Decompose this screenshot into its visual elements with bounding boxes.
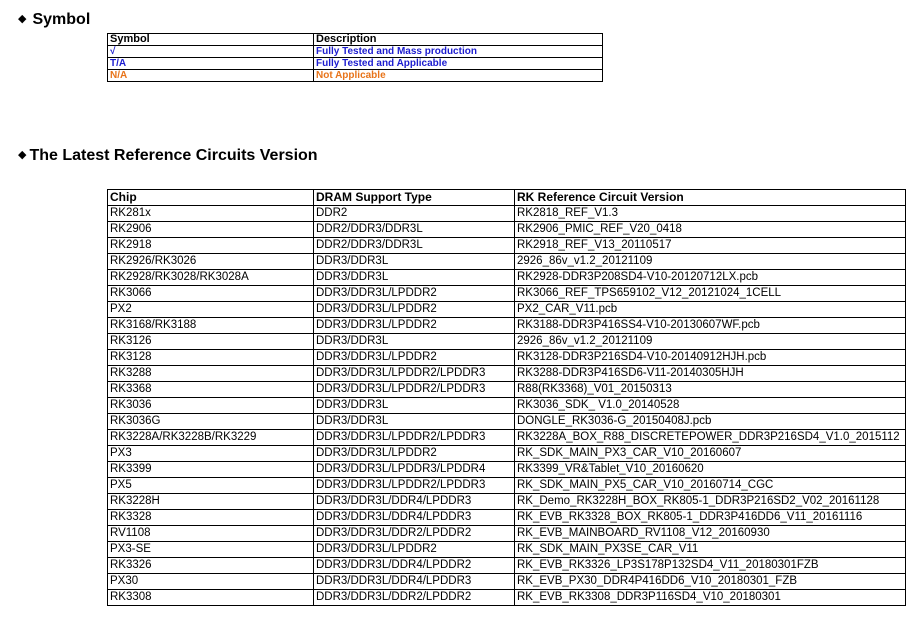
circuit-version-cell: RK2906_PMIC_REF_V20_0418 bbox=[515, 222, 906, 238]
dram-type-cell: DDR2/DDR3/DDR3L bbox=[314, 238, 515, 254]
circuit-version-cell: RK3288-DDR3P416SD6-V11-20140305HJH bbox=[515, 366, 906, 382]
table-row bbox=[108, 270, 906, 286]
chip-cell: RK3036G bbox=[108, 414, 314, 430]
table-row bbox=[108, 510, 906, 526]
reference-heading bbox=[18, 145, 318, 166]
table-row bbox=[108, 366, 906, 382]
dram-type-cell: DDR3/DDR3L/DDR2/LPDDR2 bbox=[314, 526, 515, 542]
table-row bbox=[108, 350, 906, 366]
chip-cell: RK3326 bbox=[108, 558, 314, 574]
circuit-version-cell: RK_SDK_MAIN_PX3_CAR_V10_20160607 bbox=[515, 446, 906, 462]
circuit-version-cell: RK3066_REF_TPS659102_V12_20121024_1CELL bbox=[515, 286, 906, 302]
dram-type-cell: DDR3/DDR3L bbox=[314, 334, 515, 350]
chip-cell: RK3128 bbox=[108, 350, 314, 366]
table-row bbox=[108, 70, 603, 82]
circuit-version-cell: RK2918_REF_V13_20110517 bbox=[515, 238, 906, 254]
circuit-version-cell: RK_SDK_MAIN_PX3SE_CAR_V11 bbox=[515, 542, 906, 558]
circuit-version-cell: RK_EVB_PX30_DDR4P416DD6_V10_20180301_FZB bbox=[515, 574, 906, 590]
table-row bbox=[108, 430, 906, 446]
circuit-version-cell: RK2928-DDR3P208SD4-V10-20120712LX.pcb bbox=[515, 270, 906, 286]
dram-type-cell: DDR3/DDR3L bbox=[314, 270, 515, 286]
chip-cell: PX5 bbox=[108, 478, 314, 494]
table-row bbox=[108, 414, 906, 430]
chip-cell: RK2906 bbox=[108, 222, 314, 238]
reference-table-header-row bbox=[108, 190, 906, 206]
description-column-header: Description bbox=[314, 34, 603, 46]
dram-type-cell: DDR3/DDR3L/LPDDR2 bbox=[314, 542, 515, 558]
chip-cell: PX2 bbox=[108, 302, 314, 318]
chip-cell: RK2926/RK3026 bbox=[108, 254, 314, 270]
version-column-header: RK Reference Circuit Version bbox=[515, 190, 906, 206]
chip-cell: RK3288 bbox=[108, 366, 314, 382]
dram-column-header: DRAM Support Type bbox=[314, 190, 515, 206]
circuit-version-cell: RK_EVB_MAINBOARD_RV1108_V12_20160930 bbox=[515, 526, 906, 542]
diamond-bullet-icon: ◆ bbox=[18, 13, 27, 25]
table-row bbox=[108, 238, 906, 254]
table-row bbox=[108, 302, 906, 318]
dram-type-cell: DDR3/DDR3L/LPDDR2 bbox=[314, 446, 515, 462]
dram-type-cell: DDR3/DDR3L/DDR4/LPDDR3 bbox=[314, 494, 515, 510]
chip-cell: RK3126 bbox=[108, 334, 314, 350]
table-row bbox=[108, 542, 906, 558]
table-row bbox=[108, 526, 906, 542]
circuit-version-cell: RK3036_SDK_ V1.0_20140528 bbox=[515, 398, 906, 414]
chip-cell: RK3228H bbox=[108, 494, 314, 510]
circuit-version-cell: RK2818_REF_V1.3 bbox=[515, 206, 906, 222]
dram-type-cell: DDR3/DDR3L/LPDDR2 bbox=[314, 286, 515, 302]
chip-cell: RK3368 bbox=[108, 382, 314, 398]
diamond-bullet-icon: ◆ bbox=[18, 149, 27, 161]
dram-type-cell: DDR3/DDR3L bbox=[314, 398, 515, 414]
chip-cell: RK3036 bbox=[108, 398, 314, 414]
symbol-column-header: Symbol bbox=[108, 34, 314, 46]
symbol-table bbox=[107, 33, 603, 82]
dram-type-cell: DDR3/DDR3L/DDR4/LPDDR3 bbox=[314, 574, 515, 590]
chip-cell: PX30 bbox=[108, 574, 314, 590]
chip-cell: RK281x bbox=[108, 206, 314, 222]
description-cell: Fully Tested and Mass production bbox=[314, 46, 603, 58]
chip-cell: RK3308 bbox=[108, 590, 314, 606]
circuit-version-cell: RK_EVB_RK3308_DDR3P116SD4_V10_20180301 bbox=[515, 590, 906, 606]
dram-type-cell: DDR3/DDR3L/LPDDR2/LPDDR3 bbox=[314, 478, 515, 494]
chip-cell: RK2918 bbox=[108, 238, 314, 254]
reference-title: The Latest Reference Circuits Version bbox=[29, 147, 318, 164]
circuit-version-cell: PX2_CAR_V11.pcb bbox=[515, 302, 906, 318]
table-row bbox=[108, 58, 603, 70]
dram-type-cell: DDR3/DDR3L bbox=[314, 414, 515, 430]
chip-cell: RK2928/RK3028/RK3028A bbox=[108, 270, 314, 286]
symbol-cell: T/A bbox=[108, 58, 314, 70]
circuit-version-cell: RK_EVB_RK3328_BOX_RK805-1_DDR3P416DD6_V11_20161116 bbox=[515, 510, 906, 526]
reference-circuit-table bbox=[107, 189, 906, 606]
symbol-cell: N/A bbox=[108, 70, 314, 82]
circuit-version-cell: 2926_86v_v1.2_20121109 bbox=[515, 334, 906, 350]
table-row bbox=[108, 222, 906, 238]
circuit-version-cell: DONGLE_RK3036-G_20150408J.pcb bbox=[515, 414, 906, 430]
chip-cell: RK3328 bbox=[108, 510, 314, 526]
dram-type-cell: DDR3/DDR3L/LPDDR2 bbox=[314, 302, 515, 318]
circuit-version-cell: R88(RK3368)_V01_20150313 bbox=[515, 382, 906, 398]
table-row bbox=[108, 254, 906, 270]
circuit-version-cell: RK3188-DDR3P416SS4-V10-20130607WF.pcb bbox=[515, 318, 906, 334]
dram-type-cell: DDR3/DDR3L/LPDDR2/LPDDR3 bbox=[314, 430, 515, 446]
symbol-cell: √ bbox=[108, 46, 314, 58]
chip-column-header: Chip bbox=[108, 190, 314, 206]
table-row bbox=[108, 558, 906, 574]
dram-type-cell: DDR3/DDR3L/LPDDR2/LPDDR3 bbox=[314, 382, 515, 398]
table-row bbox=[108, 494, 906, 510]
table-row bbox=[108, 206, 906, 222]
table-row bbox=[108, 46, 603, 58]
circuit-version-cell: RK3399_VR&Tablet_V10_20160620 bbox=[515, 462, 906, 478]
table-row bbox=[108, 398, 906, 414]
table-row bbox=[108, 446, 906, 462]
table-row bbox=[108, 318, 906, 334]
table-row bbox=[108, 574, 906, 590]
symbol-heading bbox=[18, 9, 90, 30]
chip-cell: PX3-SE bbox=[108, 542, 314, 558]
symbol-title: Symbol bbox=[32, 11, 91, 28]
chip-cell: RK3066 bbox=[108, 286, 314, 302]
dram-type-cell: DDR3/DDR3L/DDR4/LPDDR3 bbox=[314, 510, 515, 526]
dram-type-cell: DDR3/DDR3L/LPDDR2 bbox=[314, 350, 515, 366]
table-row bbox=[108, 382, 906, 398]
chip-cell: RV1108 bbox=[108, 526, 314, 542]
table-row bbox=[108, 334, 906, 350]
dram-type-cell: DDR3/DDR3L/LPDDR3/LPDDR4 bbox=[314, 462, 515, 478]
table-row bbox=[108, 478, 906, 494]
circuit-version-cell: RK3228A_BOX_R88_DISCRETEPOWER_DDR3P216SD4_V1.0_2015112 bbox=[515, 430, 906, 446]
dram-type-cell: DDR2 bbox=[314, 206, 515, 222]
chip-cell: RK3399 bbox=[108, 462, 314, 478]
description-cell: Not Applicable bbox=[314, 70, 603, 82]
dram-type-cell: DDR3/DDR3L/DDR4/LPDDR2 bbox=[314, 558, 515, 574]
symbol-table-header-row bbox=[108, 34, 603, 46]
circuit-version-cell: RK_SDK_MAIN_PX5_CAR_V10_20160714_CGC bbox=[515, 478, 906, 494]
dram-type-cell: DDR3/DDR3L/LPDDR2/LPDDR3 bbox=[314, 366, 515, 382]
dram-type-cell: DDR3/DDR3L bbox=[314, 254, 515, 270]
circuit-version-cell: RK_EVB_RK3326_LP3S178P132SD4_V11_20180301FZB bbox=[515, 558, 906, 574]
circuit-version-cell: RK_Demo_RK3228H_BOX_RK805-1_DDR3P216SD2_V02_20161128 bbox=[515, 494, 906, 510]
table-row bbox=[108, 462, 906, 478]
circuit-version-cell: RK3128-DDR3P216SD4-V10-20140912HJH.pcb bbox=[515, 350, 906, 366]
chip-cell: RK3228A/RK3228B/RK3229 bbox=[108, 430, 314, 446]
dram-type-cell: DDR2/DDR3/DDR3L bbox=[314, 222, 515, 238]
description-cell: Fully Tested and Applicable bbox=[314, 58, 603, 70]
dram-type-cell: DDR3/DDR3L/DDR2/LPDDR2 bbox=[314, 590, 515, 606]
table-row bbox=[108, 590, 906, 606]
table-row bbox=[108, 286, 906, 302]
circuit-version-cell: 2926_86v_v1.2_20121109 bbox=[515, 254, 906, 270]
chip-cell: RK3168/RK3188 bbox=[108, 318, 314, 334]
dram-type-cell: DDR3/DDR3L/LPDDR2 bbox=[314, 318, 515, 334]
chip-cell: PX3 bbox=[108, 446, 314, 462]
